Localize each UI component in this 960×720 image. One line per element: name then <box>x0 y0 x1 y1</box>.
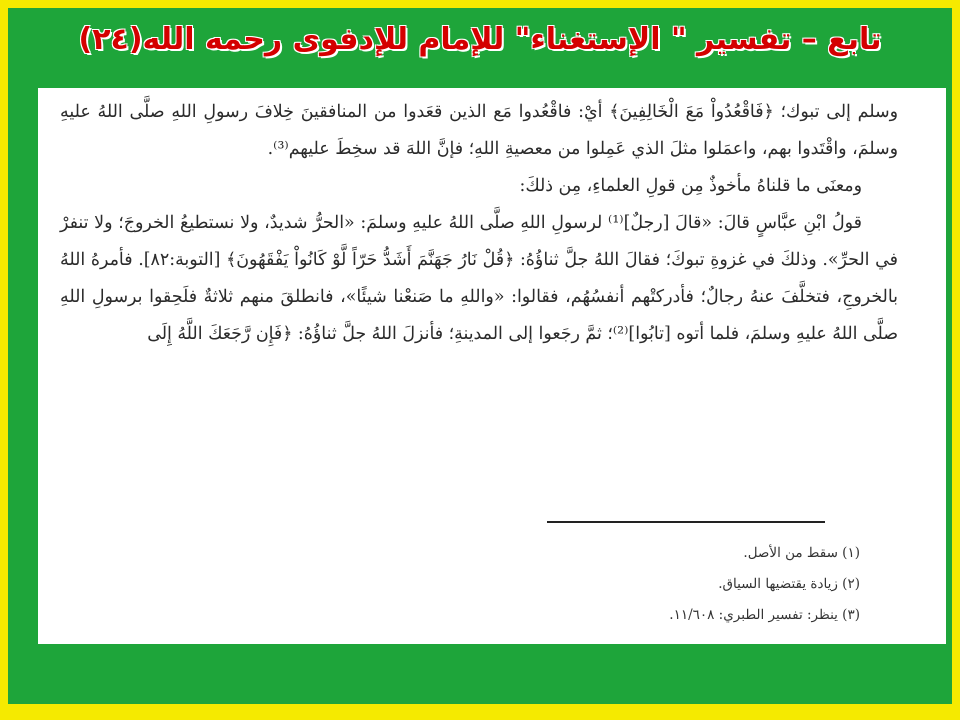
body-text <box>60 94 898 353</box>
paragraph-2: ومعنَى ما قلناهُ مأخوذٌ مِن قولِ العلماءِ، مِن ذلكَ: <box>519 176 862 196</box>
paragraph-3: قولُ ابْنِ عبَّاسٍ قالَ: «قالَ [رجلٌ]⁽¹⁾ لرسولِ اللهِ صلَّى اللهُ عليهِ وسلمَ: «الحرُّ شديدٌ، ولا نستطيعُ الخروجَ؛ ولا تنفرْ في الحرِّ». وذلكَ في غزوةِ تبوكَ؛ فقالَ اللهُ جلَّ ثناؤُهُ: ﴿قُلْ نَارُ جَهَنَّمَ أَشَدُّ حَرّاً لَّوْ كَانُواْ يَفْقَهُونَ﴾ [التوبة:٨٢]. فأمرهُ اللهُ بالخروجِ، فتخلَّفَ عنهُ رجالٌ؛ فأدركتْهم أنفسُهُم، فقالوا: «واللهِ ما صَنعْنا شيئًا»، فانطلقَ منهم ثلاثةٌ فلَحِقوا برسولِ اللهِ صلَّى اللهُ عليهِ وسلمَ، فلما أتوه [تابُوا]⁽²⁾؛ ثمَّ رجَعوا إلى المدينةِ؛ فأنزلَ اللهُ جلَّ ثناؤُهُ: ﴿فَإِن رَّجَعَكَ اللَّهُ إِلَى <box>60 213 898 344</box>
footnote-separator <box>547 521 825 523</box>
paragraph-1: وسلم إلى تبوك؛ ﴿فَاقْعُدُواْ مَعَ الْخَالِفِينَ﴾ أيْ: فاقْعُدوا مَع الذين قعَدوا من المنافقينَ خِلافَ رسولِ اللهِ صلَّى اللهُ عليهِ وسلمَ، واقْتَدوا بهم، واعمَلوا مثلَ الذي عَمِلوا من معصيةِ اللهِ؛ فإنَّ اللهَ قد سخِطَ عليهم⁽³⁾. <box>60 102 898 159</box>
footnote-2: (٢) زيادة يقتضيها السياق. <box>718 576 860 592</box>
slide-frame <box>8 8 952 704</box>
footnote-1: (١) سقط من الأصل. <box>743 545 860 561</box>
slide-title: تابع – تفسير " الإستغناء" للإمام للإدفوى رحمه الله(٢٤) <box>78 22 882 57</box>
footnotes <box>60 538 860 631</box>
footnote-3: (٣) ينظر: تفسير الطبري: ١١/٦٠٨. <box>669 607 860 623</box>
book-page <box>38 88 946 644</box>
